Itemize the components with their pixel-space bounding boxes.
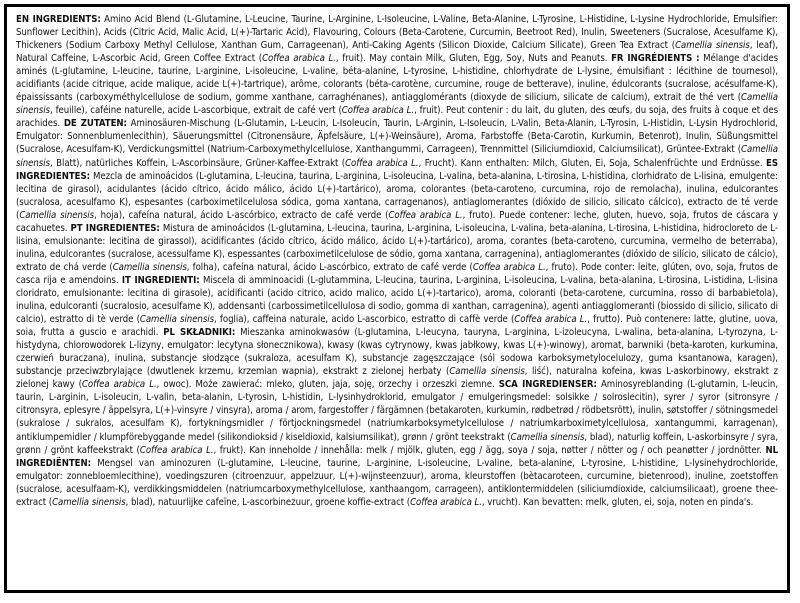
ingredient-text: Mistura de aminoácidos (L-glutamina, L-leucina, taurina, L-arginina, L-isoleucina, L-valina, beta-alanina, L-tirosina, L-histidina, hidrocloreto de L-lisina, emulsionante: lecitina de girassol), acidificantes (ácido cítrico, ácido málico, ácido L(+)-tartárico), aroma, corantes (beta-caroteno, curcumina, vermelho de beterraba), inulina, edulcorantes (sucralose, acessulfame K), espessantes (carboximetilcelulose de sódio, goma xantana, carragenina), antiaglomerantes (dióxido de silício, silicato de cálcio), extrato de chá verde ( — [16, 222, 778, 273]
botanical-name: Camellia sinensis — [449, 366, 525, 378]
section-heading: PT INGREDIENTES: — [70, 222, 160, 234]
ingredient-text: , Frucht). Kann enthalten: Milch, Gluten, Ei, Soja, Schalenfrüchte und Erdnüsse. — [418, 157, 767, 169]
botanical-name: Coffea arabica L. — [514, 314, 588, 326]
section-heading: PL SKŁADNIKI: — [163, 327, 236, 339]
section-heading: SCA INGREDIENSER: — [498, 379, 597, 391]
ingredient-text: , hoja), cafeína natural, ácido L-ascórbico, extracto de café verde ( — [94, 209, 389, 221]
ingredient-text: , blad), natuurlijke cafeïne, L-ascorbinezuur, groene koffie-extract ( — [125, 496, 411, 508]
botanical-name: Camellia sinensis — [19, 209, 95, 221]
ingredient-text: , blad), naturlig koffein, L-askorbinsyre / syra, grønn / grönt kaffeekstrakt ( — [16, 431, 779, 456]
botanical-name: Coffea arabica L. — [81, 379, 157, 391]
ingredient-text: Aminosäuren-Mischung (L-Glutamin, L-Leucin, L-Isoleucin, Taurin, L-Arginin, L-Isoleucin, L-Valin, Beta-Alanin, L-Tyrosin, L-Histidin, L-Lysin Hydrochlorid, Emulgator: Sonnenblumenlecithin), Säuerungsmittel (Citronensäure, Äpfelsäure, L(+)-Weinsäure), Aroma, Farbstoffe (Beta-Carotin, Kurkumin, Betenrot), Inulin, Süßungsmittel (Sucralose, Acesulfam-K), Verdickungsmittel (Natrium-Carboxymethylcellulose, Xanthangummi, Carrageen), Trennmittel (Siliciumdioxid, Calciumsilicat), Grüntee-Extrakt ( — [16, 118, 778, 156]
section-heading: NL INGREDIËNTEN: — [16, 444, 778, 469]
botanical-name: Camellia sinensis — [139, 314, 215, 326]
botanical-name: Coffea arabica L. — [472, 261, 546, 273]
section-heading: FR INGRÉDIENTS : — [611, 53, 700, 65]
ingredient-text: , frutto). Può contenere: latte, glutine, uova, soia, frutta a guscio e arachidi. — [16, 314, 778, 339]
ingredient-text: , fruto). Pode conter: leite, glúten, ovo, soja, frutos de casca rija e amendoins. — [16, 261, 778, 286]
ingredient-text: Mengsel van aminozuren (L-glutamine, L-leucine, taurine, L-arginine, L-isoleucine, L-valine, beta-alanine, L-tyrosine, L-histidine, L-lysinehydrochloride, emulgator: zonnebloemlecithine), voedingszuren (citroenzuur, appelzuur, L(+)-wijnsteenzuur), aroma, kleurstoffen (bètacaroteen, curcumine, bietenrood), inuline, zoetstoffen (sucralose, acesulfaam-K), verdikkingsmiddelen (natriumcarboxymethylcellulose, xanthaangom, carrageen), antiklontermiddelen (siliciumdioxide, calciumsilicaat), groene thee-extract ( — [16, 457, 778, 508]
ingredient-text: , folha), cafeína natural, ácido L-ascórbico, extrato de café verde ( — [186, 261, 473, 273]
botanical-name: Coffea arabica L. — [410, 496, 482, 508]
ingredients-text — [16, 13, 778, 509]
botanical-name: Camellia sinensis — [16, 144, 778, 169]
ingredient-text: Mieszanka aminokwasów (L-glutamina, L-leucyna, tauryna, L-arginina, L-izoleucyna, L-walina, beta-alanina, L-tyrozyna, L-histydyna, chlorowodorek L-lizyny, emulgator: lecytyna słonecznikowa), kwasy (kwas cytrynowy, kwas jabłkowy, kwas L(+)-winowy), aromat, barwniki (beta-karoten, kurkumina, czerwień buraczana), inulina, substancje słodzące (sukraloza, acesulfam K), substancje zagęszczające (sól sodowa karboksymetylocelulozy, guma ksantanowa, karagen), substancje przeciwzbrylające (dwutlenek krzemu, krzemian wapnia), ekstrakt z zielonej herbaty ( — [16, 327, 778, 378]
section-heading: EN INGREDIENTS: — [16, 14, 101, 25]
section-heading: DE ZUTATEN: — [63, 118, 127, 130]
botanical-name: Camellia sinensis — [510, 431, 585, 443]
ingredient-text: Amino Acid Blend (L-Glutamine, L-Leucine, Taurine, L-Arginine, L-Isoleucine, L-Valine, Beta-Alanine, L-Tyrosine, L-Histidine, L-Lysine Hydrochloride, Emulsifier: Sunflower Lecithin), Acids (Citric Acid, Malic Acid, L(+)-Tartaric Acid), Flavouring, Colours (Beta-Carotene, Curcumin, Beetroot Red), Inulin, Sweeteners (Sucralose, Acesulfame K), Thickeners (Sodium Carboxy Methyl Cellulose, Xanthan Gum, Carrageenan), Anti-Caking Agents (Silicon Dioxide, Calcium Silicate), Green Tea Extract ( — [16, 14, 778, 52]
section-heading: ES INGREDIENTES: — [16, 157, 778, 182]
ingredient-text: Mezcla de aminoácidos (L-glutamina, L-leucina, taurina, L-arginina, L-isoleucina, L-valina, beta-alanina, L-tirosina, L-histidina, clorhidrato de L-lisina, emulgente: lecitina de girasol), acidulantes (ácido cítrico, ácido málico, ácido L(+)-tartárico), aroma, colorantes (beta-caroteno, curcumina, rojo de remolacha), inulina, edulcorantes (sucralosa, acesulfamo K), espesantes (carboximetilcelulosa sódica, goma xantana, carragenanos), antiaglomerantes (dióxido de silicio, silicato cálcico), extracto de té verde ( — [16, 170, 778, 221]
ingredient-text: , feuille), caféine naturelle, acide L-ascorbique, extrait de café vert ( — [49, 105, 342, 117]
ingredient-text: , leaf), Natural Caffeine, L-Ascorbic Acid, Green Coffee Extract ( — [16, 40, 779, 65]
botanical-name: Coffea arabica L. — [139, 444, 214, 456]
ingredient-text: Miscela di amminoacidi (L-glutammina, L-leucina, taurina, L-arginina, L-isoleucina, L-valina, beta-alanina, L-tirosina, L-istidina, L-lisina cloridrato, emulsionante: lecitina di girasole), acidificanti (acido citrico, acido malico, acido L(+)-tartarico), aroma, coloranti (beta-carotene, curcumina, rosso di barbabietola), inulina, edulcoranti (sucralosio, acesulfame K), addensanti (carbossimetilcellulosa di sodio, gomma di xanthan, carragenina), agenti antiagglomeranti (biossido di silicio, silicato di calcio), estratto di tè verde ( — [16, 274, 779, 326]
botanical-name: Coffea arabica L. — [388, 209, 463, 221]
ingredient-text: , liść), naturalna kofeina, kwas L-askorbinowy, ekstrakt z zielonej kawy ( — [16, 366, 778, 391]
ingredients-label-panel — [4, 4, 790, 593]
ingredient-text: , fruit). May contain Milk, Gluten, Egg, Soy, Nuts and Peanuts. — [335, 53, 612, 65]
section-heading: IT INGREDIENTI: — [121, 274, 200, 286]
ingredient-text: , Blatt), natürliches Koffein, L-Ascorbinsäure, Grüner-Kaffee-Extrakt ( — [49, 157, 346, 169]
ingredient-text: Aminosyreblanding (L-glutamin, L-leucin, taurin, L-arginin, L-isoleucin, L-valin, beta-alanin, L-tyrosin, L-histidin, L-lysinhydroklorid, emulgator / emulgeringsmedel: solsikke / solroslecitin), syrer / syror (sitronsyre / citronsyra, eplesyre / äppelsyra, L(+)-vinsyre / vinsyra), aroma / arom, fargestoffer / färgämnen (betakaroten, kurkumin, rødbetrød / rödbetsrött), inulin, søtstoffer / sötningsmedel (sukralose / sukralos, acesulfam K), fortykningsmidler / förtjockningsmedel (natriumkarboksymetylcellulose / natriumkarboximetylcellulosa, xantangummi, karragenan), antiklumpemidler / klumpförebyggande medel (silikondioksid / kiseldioxid, kalsiumsilikat), grønn / grönt teekstrakt ( — [16, 379, 778, 443]
ingredient-text: Mélange d'acides aminés (L-glutamine, L-leucine, taurine, L-arginine, L-isoleucine, L-valine, béta-alanine, L-tyrosine, L-histidine, chlorhydrate de L-lysine, émulsifiant : lécithine de tournesol), acidifiants (acide citrique, acide malique, acide L(+)-tartrique), arôme, colorants (béta-carotène, curcumine, rouge de betterave), inuline, édulcorants (sucralose, acésulfame-K), épaississants (carboxyméthylcellulose de sodium, gomme xanthane, carraghénanes), antiagglomérants (dioxyde de silicium, silicate de calcium), extrait de thé vert ( — [16, 53, 779, 104]
botanical-name: Camellia sinensis — [52, 496, 126, 508]
ingredient-text: , vrucht). Kan bevatten: melk, gluten, ei, soja, noten en pinda's. — [481, 496, 754, 508]
ingredient-text: , fruit). Peut contenir : du lait, du gluten, des œufs, du soja, des fruits à coque et des arachides. — [16, 105, 778, 130]
botanical-name: Camellia sinensis — [16, 92, 778, 117]
ingredient-text: , owoc). Może zawierać: mleko, gluten, jaja, soję, orzechy i orzeszki ziemne. — [156, 379, 499, 391]
botanical-name: Camellia sinensis — [675, 40, 750, 52]
ingredient-text: , fruto). Puede contener: leche, gluten, huevo, soja, frutos de cáscara y cacahuetes. — [16, 209, 779, 234]
botanical-name: Coffea arabica L. — [341, 105, 415, 117]
ingredient-text: , frukt). Kan inneholde / innehålla: melk / mjölk, gluten, egg / ägg, soya / soja, nøtter / nötter og / och peanøtter / jordnötter. — [213, 444, 766, 456]
botanical-name: Coffea arabica L. — [345, 157, 419, 169]
botanical-name: Camellia sinensis — [112, 261, 187, 273]
botanical-name: Coffea arabica L. — [262, 53, 336, 65]
ingredient-text: , foglia), caffeina naturale, acido L-ascorbico, estratto di caffè verde ( — [214, 314, 515, 326]
